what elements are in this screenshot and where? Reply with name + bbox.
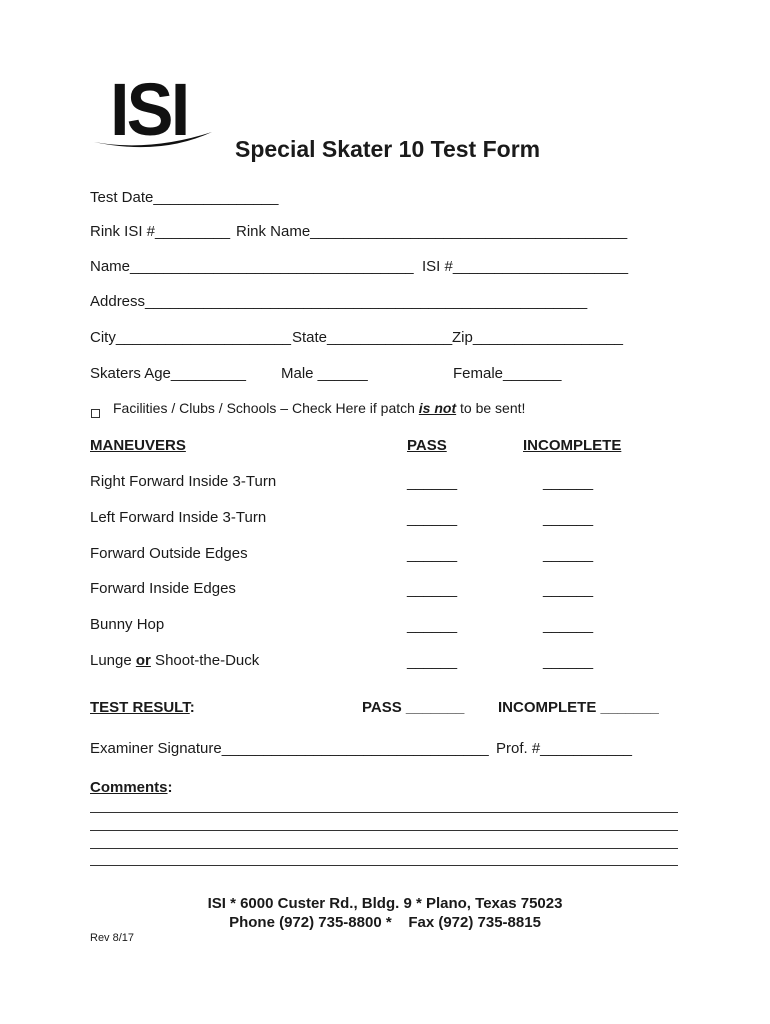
footer-phone: Phone (972) 735-8800 * Fax (972) 735-8815 <box>229 914 541 931</box>
maneuver-label: Bunny Hop <box>90 616 165 633</box>
shoot-text: Shoot-the-Duck <box>150 652 260 669</box>
comment-line[interactable] <box>90 848 678 849</box>
test-result-label <box>90 699 195 716</box>
incomplete-blank[interactable]: ______ <box>543 474 594 491</box>
pass-blank[interactable]: ______ <box>407 617 458 634</box>
maneuver-label: Forward Inside Edges <box>90 580 236 597</box>
skaters-age-field[interactable]: Skaters Age_________ <box>90 365 246 382</box>
patch-checkbox[interactable] <box>91 405 100 423</box>
patch-notice-emphasis: is not <box>418 400 457 416</box>
or-text: or <box>135 652 151 669</box>
maneuver-label-lunge <box>90 652 259 669</box>
incomplete-blank[interactable]: ______ <box>543 617 594 634</box>
maneuver-label: Forward Outside Edges <box>90 545 248 562</box>
incomplete-blank[interactable]: ______ <box>543 581 594 598</box>
pass-blank[interactable]: ______ <box>407 474 458 491</box>
header-pass: PASS <box>407 437 447 454</box>
address-field[interactable]: Address_____________________________________________________ <box>90 293 588 310</box>
examiner-signature-field[interactable]: Examiner Signature________________________________ <box>90 740 489 757</box>
header-maneuvers: MANEUVERS <box>90 437 186 454</box>
patch-notice <box>113 400 525 416</box>
test-date-field[interactable]: Test Date_______________ <box>90 189 279 206</box>
zip-field[interactable]: Zip__________________ <box>452 329 623 346</box>
test-result-text: TEST RESULT <box>90 699 190 716</box>
state-field[interactable]: State_______________ <box>292 329 453 346</box>
maneuver-label: Left Forward Inside 3-Turn <box>90 509 267 526</box>
result-pass-field[interactable]: PASS _______ <box>362 699 465 716</box>
comment-line[interactable] <box>90 812 678 813</box>
incomplete-blank[interactable]: ______ <box>543 653 594 670</box>
pass-blank[interactable]: ______ <box>407 653 458 670</box>
city-field[interactable]: City_____________________ <box>90 329 292 346</box>
comment-line[interactable] <box>90 865 678 866</box>
maneuver-label: Right Forward Inside 3-Turn <box>90 473 277 490</box>
pass-blank[interactable]: ______ <box>407 510 458 527</box>
lunge-text: Lunge <box>90 652 136 669</box>
male-field[interactable]: Male ______ <box>281 365 368 382</box>
header-incomplete: INCOMPLETE <box>523 437 622 454</box>
result-incomplete-field[interactable]: INCOMPLETE _______ <box>498 699 659 716</box>
logo-swoosh-icon <box>90 76 220 156</box>
comments-colon: : <box>167 779 173 796</box>
logo-text: ISI <box>110 68 188 151</box>
incomplete-blank[interactable]: ______ <box>543 546 594 563</box>
name-field[interactable]: Name__________________________________ <box>90 258 414 275</box>
test-result-colon: : <box>189 699 195 716</box>
isi-number-field[interactable]: ISI #_____________________ <box>422 258 629 275</box>
patch-notice-text: Facilities / Clubs / Schools – Check Here if patch <box>113 400 419 416</box>
revision-label: Rev 8/17 <box>90 932 135 944</box>
comments-label <box>90 779 173 796</box>
patch-notice-end: to be sent! <box>456 400 526 416</box>
footer-address: ISI * 6000 Custer Rd., Bldg. 9 * Plano, Texas 75023 <box>207 895 563 912</box>
rink-isi-field[interactable]: Rink ISI #_________ <box>90 223 231 240</box>
comments-text: Comments <box>90 779 168 796</box>
isi-logo <box>90 68 220 156</box>
rink-name-field[interactable]: Rink Name______________________________________ <box>236 223 628 240</box>
female-field[interactable]: Female_______ <box>453 365 562 382</box>
pass-blank[interactable]: ______ <box>407 581 458 598</box>
prof-number-field[interactable]: Prof. #___________ <box>496 740 632 757</box>
comment-line[interactable] <box>90 830 678 831</box>
page-title: Special Skater 10 Test Form <box>235 136 541 162</box>
incomplete-blank[interactable]: ______ <box>543 510 594 527</box>
pass-blank[interactable]: ______ <box>407 546 458 563</box>
